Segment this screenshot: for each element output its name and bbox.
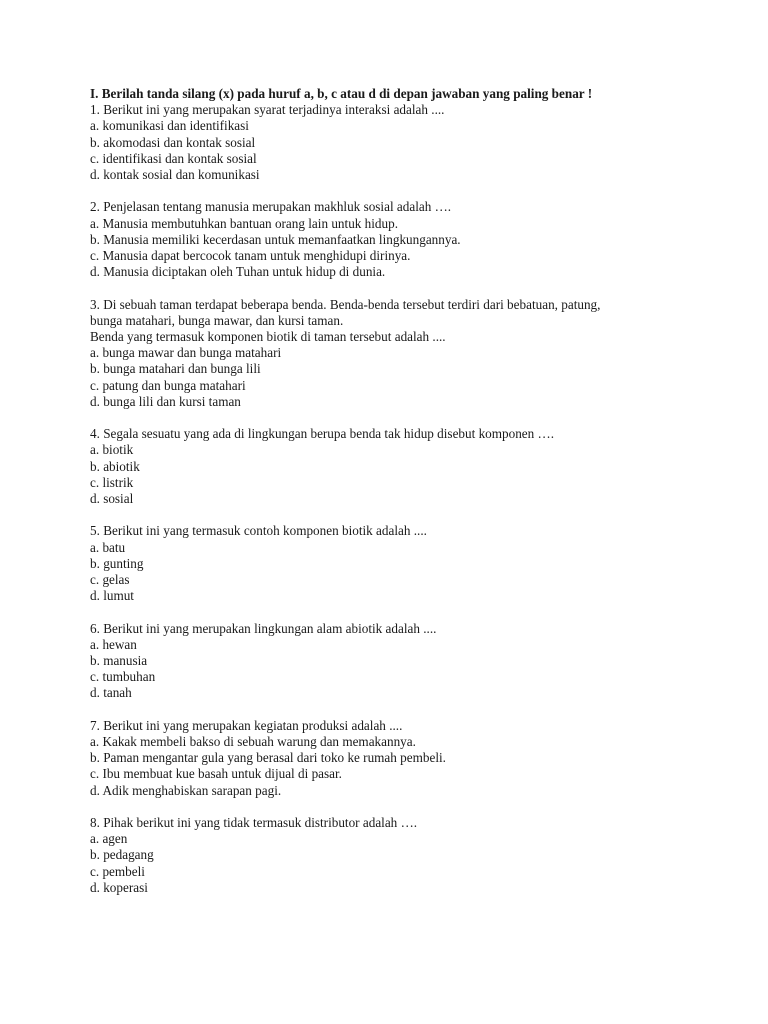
question-text: 1. Berikut ini yang merupakan syarat terjadinya interaksi adalah .... xyxy=(90,102,445,118)
worksheet-page xyxy=(90,86,710,912)
answer-option-d: d. sosial xyxy=(90,491,134,507)
question-text: 8. Pihak berikut ini yang tidak termasuk distributor adalah …. xyxy=(90,815,418,831)
answer-option-a: a. komunikasi dan identifikasi xyxy=(90,118,249,134)
answer-option-d: d. lumut xyxy=(90,588,134,604)
answer-option-b: b. Manusia memiliki kecerdasan untuk memanfaatkan lingkungannya. xyxy=(90,231,461,247)
answer-option-c: c. tumbuhan xyxy=(90,669,156,685)
answer-option-c: c. pembeli xyxy=(90,863,145,879)
question-5 xyxy=(90,523,710,604)
instruction-heading: I. Berilah tanda silang (x) pada huruf a, b, c atau d di depan jawaban yang paling benar ! xyxy=(90,86,593,101)
answer-option-b: b. Paman mengantar gula yang berasal dari toko ke rumah pembeli. xyxy=(90,750,446,766)
question-text: 6. Berikut ini yang merupakan lingkungan alam abiotik adalah .... xyxy=(90,620,437,636)
answer-option-c: c. patung dan bunga matahari xyxy=(90,377,246,393)
question-text: 4. Segala sesuatu yang ada di lingkungan berupa benda tak hidup disebut komponen …. xyxy=(90,426,555,442)
answer-option-d: d. Manusia diciptakan oleh Tuhan untuk hidup di dunia. xyxy=(90,264,386,280)
question-text: 2. Penjelasan tentang manusia merupakan makhluk sosial adalah …. xyxy=(90,199,452,215)
question-8 xyxy=(90,815,710,896)
answer-option-b: b. gunting xyxy=(90,555,144,571)
question-text: 5. Berikut ini yang termasuk contoh komponen biotik adalah .... xyxy=(90,523,427,539)
answer-option-a: a. agen xyxy=(90,831,128,847)
answer-option-c: c. listrik xyxy=(90,474,134,490)
answer-option-d: d. Adik menghabiskan sarapan pagi. xyxy=(90,782,282,798)
answer-option-c: c. gelas xyxy=(90,572,130,588)
answer-option-c: c. Manusia dapat bercocok tanam untuk menghidupi dirinya. xyxy=(90,248,411,264)
answer-option-b: b. pedagang xyxy=(90,847,154,863)
question-2 xyxy=(90,199,710,280)
answer-option-d: d. tanah xyxy=(90,685,132,701)
answer-option-a: a. Manusia membutuhkan bantuan orang lain untuk hidup. xyxy=(90,215,399,231)
question-4 xyxy=(90,426,710,507)
answer-option-b: b. bunga matahari dan bunga lili xyxy=(90,361,261,377)
question-7 xyxy=(90,718,710,799)
question-6 xyxy=(90,621,710,702)
question-text: 7. Berikut ini yang merupakan kegiatan produksi adalah .... xyxy=(90,717,403,733)
answer-option-a: a. hewan xyxy=(90,636,137,652)
answer-option-d: d. kontak sosial dan komunikasi xyxy=(90,167,260,183)
answer-option-b: b. manusia xyxy=(90,653,148,669)
answer-option-a: a. bunga mawar dan bunga matahari xyxy=(90,345,282,361)
answer-option-a: a. batu xyxy=(90,539,126,555)
answer-option-a: a. Kakak membeli bakso di sebuah warung dan memakannya. xyxy=(90,734,416,750)
answer-option-b: b. akomodasi dan kontak sosial xyxy=(90,134,256,150)
question-1 xyxy=(90,102,710,183)
answer-option-d: d. bunga lili dan kursi taman xyxy=(90,393,241,409)
answer-option-c: c. identifikasi dan kontak sosial xyxy=(90,150,257,166)
answer-option-a: a. biotik xyxy=(90,442,134,458)
question-text: Benda yang termasuk komponen biotik di taman tersebut adalah .... xyxy=(90,329,446,345)
question-text: 3. Di sebuah taman terdapat beberapa benda. Benda-benda tersebut terdiri dari bebatuan, patung, xyxy=(90,296,601,312)
question-text: bunga matahari, bunga mawar, dan kursi taman. xyxy=(90,312,344,328)
question-3 xyxy=(90,297,710,410)
answer-option-c: c. Ibu membuat kue basah untuk dijual di pasar. xyxy=(90,766,342,782)
answer-option-b: b. abiotik xyxy=(90,458,140,474)
answer-option-d: d. koperasi xyxy=(90,879,148,895)
